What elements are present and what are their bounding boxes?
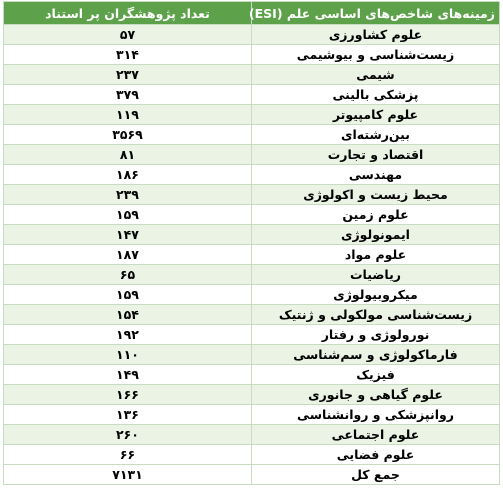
table-row (4, 365, 500, 385)
table-body (4, 25, 500, 485)
count-cell: ۱۵۹ (4, 205, 252, 225)
table-row (4, 405, 500, 425)
field-cell: روانپزشکی و روانشناسی (252, 405, 500, 425)
table-row (4, 305, 500, 325)
count-cell: ۱۶۶ (4, 385, 252, 405)
total-count: ۷۱۳۱ (4, 465, 252, 485)
count-cell: ۳۱۴ (4, 45, 252, 65)
count-cell: ۶۵ (4, 265, 252, 285)
field-cell: فارماکولوژی و سم‌شناسی (252, 345, 500, 365)
count-cell: ۱۵۹ (4, 285, 252, 305)
table-row (4, 85, 500, 105)
table-row (4, 265, 500, 285)
count-cell: ۱۱۹ (4, 105, 252, 125)
count-cell: ۲۳۷ (4, 65, 252, 85)
field-cell: علوم فضایی (252, 445, 500, 465)
field-cell: بین‌رشته‌ای (252, 125, 500, 145)
table-row (4, 205, 500, 225)
field-cell: اقتصاد و تجارت (252, 145, 500, 165)
count-cell: ۶۶ (4, 445, 252, 465)
table-row (4, 185, 500, 205)
table-row (4, 25, 500, 45)
table-row (4, 225, 500, 245)
field-cell: محیط زیست و اکولوژی (252, 185, 500, 205)
field-cell: ایمونولوژی (252, 225, 500, 245)
field-cell: علوم کشاورزی (252, 25, 500, 45)
table-row (4, 65, 500, 85)
field-cell: ریاضیات (252, 265, 500, 285)
table-row (4, 125, 500, 145)
field-cell: زیست‌شناسی و بیوشیمی (252, 45, 500, 65)
field-cell: زیست‌شناسی مولکولی و ژنتیک (252, 305, 500, 325)
count-cell: ۳۷۹ (4, 85, 252, 105)
count-cell: ۸۱ (4, 145, 252, 165)
field-cell: شیمی (252, 65, 500, 85)
table-row (4, 345, 500, 365)
count-cell: ۲۶۰ (4, 425, 252, 445)
count-cell: ۱۴۹ (4, 365, 252, 385)
table-row (4, 165, 500, 185)
table-header-row (4, 2, 500, 25)
table-row (4, 105, 500, 125)
total-row (4, 465, 500, 485)
table-row (4, 445, 500, 465)
field-cell: علوم مواد (252, 245, 500, 265)
field-cell: فیزیک (252, 365, 500, 385)
table-row (4, 325, 500, 345)
field-cell: علوم کامپیوتر (252, 105, 500, 125)
table-row (4, 145, 500, 165)
field-cell: علوم زمین (252, 205, 500, 225)
field-cell: نورولوژی و رفتار (252, 325, 500, 345)
count-cell: ۱۵۴ (4, 305, 252, 325)
field-cell: میکروبیولوژی (252, 285, 500, 305)
count-cell: ۱۹۲ (4, 325, 252, 345)
count-cell: ۵۷ (4, 25, 252, 45)
header-field: زمینه‌های شاخص‌های اساسی علم (ESI) (252, 2, 500, 25)
count-cell: ۱۸۷ (4, 245, 252, 265)
field-cell: پزشکی بالینی (252, 85, 500, 105)
count-cell: ۱۴۷ (4, 225, 252, 245)
count-cell: ۱۳۶ (4, 405, 252, 425)
table-row (4, 245, 500, 265)
header-count: تعداد پژوهشگران پر استناد (4, 2, 252, 25)
count-cell: ۳۵۶۹ (4, 125, 252, 145)
field-cell: علوم اجتماعی (252, 425, 500, 445)
field-cell: علوم گیاهی و جانوری (252, 385, 500, 405)
field-cell: مهندسی (252, 165, 500, 185)
count-cell: ۱۱۰ (4, 345, 252, 365)
total-label: جمع کل (252, 465, 500, 485)
table-row (4, 285, 500, 305)
count-cell: ۱۸۶ (4, 165, 252, 185)
table-row (4, 45, 500, 65)
table-row (4, 385, 500, 405)
table-row (4, 425, 500, 445)
esi-table (3, 1, 500, 485)
count-cell: ۲۳۹ (4, 185, 252, 205)
